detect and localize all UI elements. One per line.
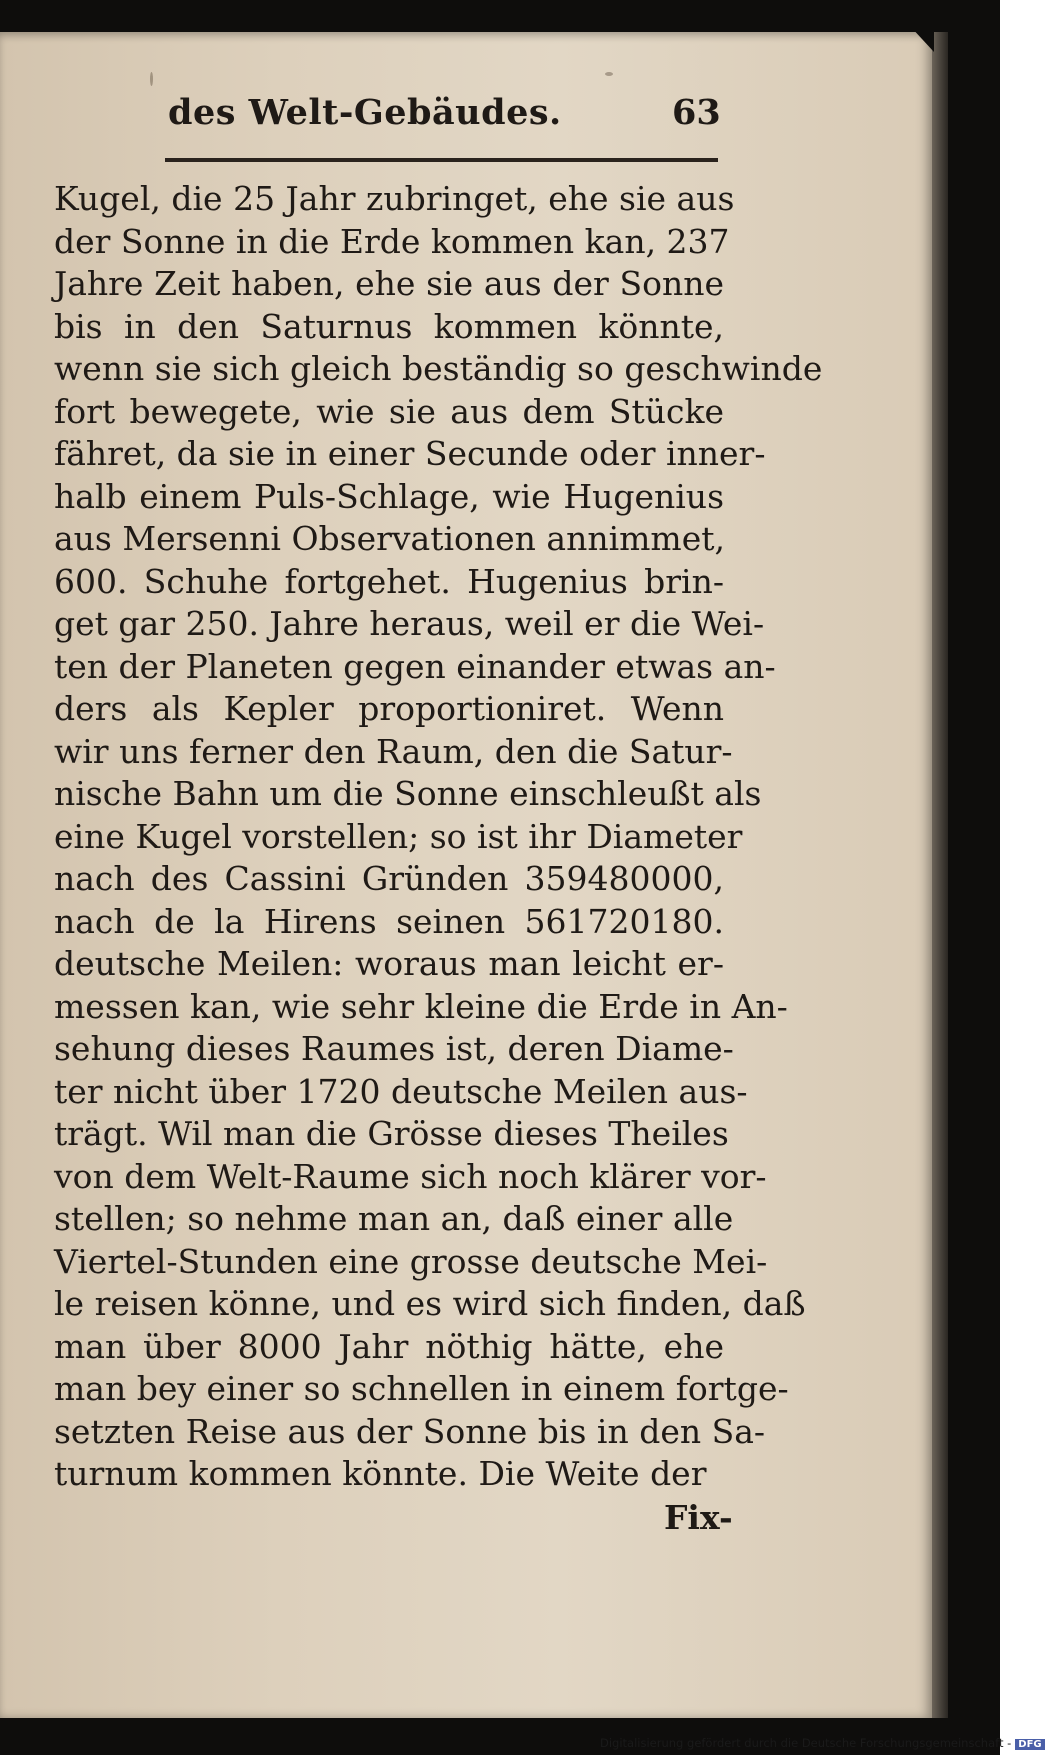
text-line: trägt. Wil man die Grösse dieses Theiles xyxy=(54,1114,729,1153)
paper-stain xyxy=(150,72,153,86)
funding-footer xyxy=(600,1736,1045,1750)
text-line: von dem Welt-Raume sich noch klärer vor- xyxy=(54,1156,767,1196)
text-line: stellen; so nehme man an, daß einer alle xyxy=(54,1199,734,1238)
text-line: Kugel, die 25 Jahr zubringet, ehe sie aus xyxy=(54,179,735,218)
page-number: 63 xyxy=(672,92,721,133)
text-line: man bey einer so schnellen in einem fortge- xyxy=(54,1369,789,1408)
text-line: messen kan, wie sehr kleine die Erde in An- xyxy=(54,986,788,1026)
running-head: des Welt-Gebäudes. xyxy=(168,92,562,133)
text-line: fähret, da sie in einer Secunde oder inner- xyxy=(54,434,766,473)
header-rule xyxy=(165,158,718,162)
text-line: turnum kommen könnte. Die Weite der xyxy=(54,1454,707,1493)
text-line: nische Bahn um die Sonne einschleußt als xyxy=(54,774,762,813)
text-line: get gar 250. Jahre heraus, weil er die Wei- xyxy=(54,604,765,643)
text-line: wenn sie sich gleich beständig so geschwinde xyxy=(54,349,823,388)
text-line: setzten Reise aus der Sonne bis in den Sa- xyxy=(54,1411,766,1451)
text-line: ders als Kepler proportioniret. Wenn xyxy=(54,689,724,728)
text-line: Jahre Zeit haben, ehe sie aus der Sonne xyxy=(54,264,724,303)
page-corner xyxy=(910,26,934,52)
text-line: sehung dieses Raumes ist, deren Diame- xyxy=(54,1029,734,1068)
text-line: nach des Cassini Gründen 359480000, xyxy=(54,859,724,898)
text-line: 600. Schuhe fortgehet. Hugenius brin- xyxy=(54,561,724,601)
text-line: halb einem Puls-Schlage, wie Hugenius xyxy=(54,476,724,516)
dfg-logo: DFG xyxy=(1015,1739,1044,1750)
paper-stain xyxy=(605,72,613,76)
text-line: ten der Planeten gegen einander etwas an- xyxy=(54,646,776,686)
page-edge xyxy=(932,32,948,1718)
text-line: fort bewegete, wie sie aus dem Stücke xyxy=(54,391,724,431)
text-line: deutsche Meilen: woraus man leicht er- xyxy=(54,944,724,983)
text-line: eine Kugel vorstellen; so ist ihr Diameter xyxy=(54,816,743,856)
text-line: le reisen könne, und es wird sich finden, daß xyxy=(54,1284,806,1323)
text-line: ter nicht über 1720 deutsche Meilen aus- xyxy=(54,1071,748,1111)
footer-text: Digitalisierung gefördert durch die Deutsche Forschungsgemeinschaft - xyxy=(600,1736,1012,1750)
text-line: bis in den Saturnus kommen könnte, xyxy=(54,306,724,346)
text-line: der Sonne in die Erde kommen kan, 237 xyxy=(54,221,730,261)
catchword: Fix- xyxy=(664,1498,733,1537)
text-line: wir uns ferner den Raum, den die Satur- xyxy=(54,731,733,771)
text-line: man über 8000 Jahr nöthig hätte, ehe xyxy=(54,1326,724,1366)
text-line: nach de la Hirens seinen 561720180. xyxy=(54,901,724,941)
text-line: aus Mersenni Observationen annimmet, xyxy=(54,519,726,558)
body-text xyxy=(54,178,823,1496)
text-line: Viertel-Stunden eine grosse deutsche Mei- xyxy=(54,1241,768,1281)
